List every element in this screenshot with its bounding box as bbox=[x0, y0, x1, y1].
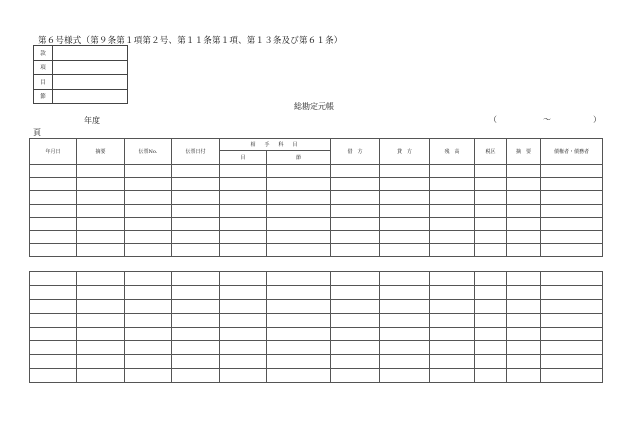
ledger-cell bbox=[507, 244, 541, 257]
ledger-cell bbox=[125, 299, 172, 313]
ledger-cell bbox=[475, 230, 507, 243]
ledger-cell bbox=[507, 313, 541, 327]
ledger-cell bbox=[475, 178, 507, 191]
ledger-cell bbox=[125, 285, 172, 299]
ledger-cell bbox=[430, 313, 475, 327]
ledger-cell bbox=[380, 178, 430, 191]
ledger-cell bbox=[125, 217, 172, 230]
ledger-cell bbox=[430, 204, 475, 217]
ledger-cell bbox=[30, 178, 77, 191]
ledger-cell bbox=[430, 272, 475, 286]
ledger-cell bbox=[172, 369, 220, 383]
ledger-cell bbox=[380, 244, 430, 257]
ledger-cell bbox=[380, 327, 430, 341]
ledger-cell bbox=[541, 341, 603, 355]
ledger-cell bbox=[77, 355, 125, 369]
ledger-table-top bbox=[29, 138, 603, 257]
ledger-cell bbox=[331, 313, 380, 327]
ledger-cell bbox=[267, 272, 331, 286]
ledger-cell bbox=[267, 244, 331, 257]
ledger-cell bbox=[172, 244, 220, 257]
ledger-cell bbox=[475, 327, 507, 341]
ledger-cell bbox=[507, 355, 541, 369]
ledger-cell bbox=[475, 272, 507, 286]
ledger-cell bbox=[220, 272, 267, 286]
col-header-notes: 摘 要 bbox=[507, 139, 541, 165]
ledger-cell bbox=[331, 217, 380, 230]
ledger-cell bbox=[541, 230, 603, 243]
col-header-balance: 残 高 bbox=[430, 139, 475, 165]
ledger-cell bbox=[220, 204, 267, 217]
ledger-cell bbox=[267, 285, 331, 299]
ledger-cell bbox=[125, 369, 172, 383]
ledger-cell bbox=[172, 204, 220, 217]
ledger-cell bbox=[77, 165, 125, 178]
ledger-cell bbox=[267, 230, 331, 243]
ledger-row bbox=[30, 285, 603, 299]
ledger-cell bbox=[267, 165, 331, 178]
ledger-cell bbox=[267, 217, 331, 230]
classification-row bbox=[34, 60, 128, 75]
ledger-cell bbox=[430, 217, 475, 230]
ledger-cell bbox=[541, 178, 603, 191]
ledger-cell bbox=[172, 217, 220, 230]
ledger-cell bbox=[507, 327, 541, 341]
ledger-cell bbox=[77, 204, 125, 217]
ledger-cell bbox=[77, 244, 125, 257]
classification-box bbox=[33, 45, 128, 104]
ledger-cell bbox=[507, 204, 541, 217]
ledger-cell bbox=[331, 178, 380, 191]
ledger-cell bbox=[172, 285, 220, 299]
classification-label: 節 bbox=[34, 89, 53, 104]
ledger-cell bbox=[430, 341, 475, 355]
ledger-row bbox=[30, 355, 603, 369]
ledger-cell bbox=[507, 178, 541, 191]
col-header-voucher-no: 伝票No. bbox=[125, 139, 172, 165]
ledger-cell bbox=[331, 369, 380, 383]
ledger-cell bbox=[220, 355, 267, 369]
ledger-cell bbox=[541, 204, 603, 217]
ledger-cell bbox=[172, 230, 220, 243]
ledger-cell bbox=[172, 272, 220, 286]
ledger-cell bbox=[125, 165, 172, 178]
ledger-cell bbox=[172, 299, 220, 313]
classification-row bbox=[34, 46, 128, 61]
ledger-cell bbox=[475, 355, 507, 369]
ledger-cell bbox=[125, 313, 172, 327]
page-label: 頁 bbox=[33, 128, 41, 137]
ledger-cell bbox=[331, 299, 380, 313]
ledger-row bbox=[30, 272, 603, 286]
ledger-cell bbox=[331, 285, 380, 299]
ledger-table-bottom bbox=[29, 271, 603, 383]
ledger-cell bbox=[507, 285, 541, 299]
col-header-summary: 摘要 bbox=[77, 139, 125, 165]
ledger-cell bbox=[507, 230, 541, 243]
col-header-credit: 貸 方 bbox=[380, 139, 430, 165]
classification-value bbox=[53, 75, 128, 90]
ledger-title: 総勘定元帳 bbox=[294, 102, 334, 111]
ledger-cell bbox=[541, 313, 603, 327]
ledger-cell bbox=[172, 355, 220, 369]
ledger-cell bbox=[507, 299, 541, 313]
ledger-cell bbox=[267, 178, 331, 191]
ledger-cell bbox=[77, 272, 125, 286]
col-header-counter-account: 相 手 科 目 bbox=[220, 139, 331, 151]
ledger-cell bbox=[380, 165, 430, 178]
ledger-cell bbox=[541, 165, 603, 178]
ledger-cell bbox=[541, 244, 603, 257]
ledger-row bbox=[30, 341, 603, 355]
ledger-cell bbox=[267, 299, 331, 313]
ledger-cell bbox=[30, 244, 77, 257]
ledger-cell bbox=[267, 327, 331, 341]
ledger-cell bbox=[125, 327, 172, 341]
ledger-cell bbox=[77, 341, 125, 355]
classification-value bbox=[53, 89, 128, 104]
ledger-cell bbox=[331, 341, 380, 355]
ledger-cell bbox=[331, 272, 380, 286]
ledger-cell bbox=[30, 285, 77, 299]
ledger-cell bbox=[430, 178, 475, 191]
ledger-cell bbox=[507, 217, 541, 230]
ledger-cell bbox=[541, 272, 603, 286]
col-header-party: 債権者・債務者 bbox=[541, 139, 603, 165]
ledger-cell bbox=[220, 299, 267, 313]
ledger-cell bbox=[125, 191, 172, 204]
ledger-row bbox=[30, 191, 603, 204]
ledger-cell bbox=[220, 230, 267, 243]
col-header-voucher-date: 伝票日付 bbox=[172, 139, 220, 165]
ledger-cell bbox=[30, 204, 77, 217]
ledger-cell bbox=[172, 313, 220, 327]
col-header-date: 年月日 bbox=[30, 139, 77, 165]
ledger-cell bbox=[77, 369, 125, 383]
ledger-cell bbox=[125, 244, 172, 257]
ledger-cell bbox=[77, 285, 125, 299]
ledger-cell bbox=[267, 341, 331, 355]
ledger-cell bbox=[30, 299, 77, 313]
ledger-cell bbox=[30, 313, 77, 327]
classification-label: 目 bbox=[34, 75, 53, 90]
ledger-cell bbox=[430, 327, 475, 341]
ledger-cell bbox=[430, 299, 475, 313]
ledger-cell bbox=[267, 369, 331, 383]
ledger-cell bbox=[220, 313, 267, 327]
ledger-cell bbox=[430, 355, 475, 369]
ledger-row bbox=[30, 204, 603, 217]
ledger-cell bbox=[331, 204, 380, 217]
ledger-cell bbox=[172, 341, 220, 355]
col-header-account-section: 節 bbox=[267, 151, 331, 165]
ledger-cell bbox=[77, 191, 125, 204]
ledger-cell bbox=[541, 285, 603, 299]
ledger-cell bbox=[380, 299, 430, 313]
ledger-cell bbox=[172, 165, 220, 178]
ledger-cell bbox=[475, 217, 507, 230]
ledger-cell bbox=[267, 355, 331, 369]
ledger-cell bbox=[172, 178, 220, 191]
ledger-cell bbox=[77, 299, 125, 313]
ledger-cell bbox=[380, 217, 430, 230]
ledger-cell bbox=[331, 191, 380, 204]
period-open-paren: （ bbox=[489, 115, 497, 124]
ledger-row bbox=[30, 299, 603, 313]
ledger-cell bbox=[380, 272, 430, 286]
ledger-cell bbox=[430, 244, 475, 257]
ledger-cell bbox=[380, 230, 430, 243]
ledger-cell bbox=[125, 230, 172, 243]
ledger-cell bbox=[220, 191, 267, 204]
ledger-cell bbox=[380, 204, 430, 217]
ledger-cell bbox=[475, 285, 507, 299]
ledger-cell bbox=[380, 313, 430, 327]
ledger-row bbox=[30, 369, 603, 383]
ledger-cell bbox=[507, 191, 541, 204]
ledger-cell bbox=[220, 217, 267, 230]
ledger-cell bbox=[430, 369, 475, 383]
ledger-cell bbox=[125, 178, 172, 191]
ledger-row bbox=[30, 230, 603, 243]
ledger-row bbox=[30, 165, 603, 178]
ledger-cell bbox=[475, 204, 507, 217]
ledger-cell bbox=[77, 217, 125, 230]
ledger-cell bbox=[331, 355, 380, 369]
form-title: 第６号様式（第９条第１項第２号、第１１条第１項、第１３条及び第６１条） bbox=[38, 36, 343, 46]
ledger-cell bbox=[331, 165, 380, 178]
classification-label: 項 bbox=[34, 60, 53, 75]
ledger-row bbox=[30, 327, 603, 341]
ledger-cell bbox=[380, 191, 430, 204]
ledger-cell bbox=[30, 355, 77, 369]
ledger-cell bbox=[475, 299, 507, 313]
ledger-cell bbox=[30, 272, 77, 286]
ledger-cell bbox=[220, 341, 267, 355]
ledger-cell bbox=[220, 165, 267, 178]
ledger-cell bbox=[77, 178, 125, 191]
ledger-cell bbox=[331, 244, 380, 257]
period-tilde: ～ bbox=[543, 115, 551, 124]
ledger-row bbox=[30, 178, 603, 191]
ledger-cell bbox=[541, 299, 603, 313]
ledger-cell bbox=[30, 191, 77, 204]
ledger-row bbox=[30, 313, 603, 327]
ledger-cell bbox=[267, 204, 331, 217]
col-header-debit: 借 方 bbox=[331, 139, 380, 165]
ledger-cell bbox=[541, 327, 603, 341]
ledger-cell bbox=[125, 204, 172, 217]
ledger-cell bbox=[430, 165, 475, 178]
ledger-cell bbox=[507, 272, 541, 286]
ledger-cell bbox=[267, 313, 331, 327]
ledger-cell bbox=[475, 191, 507, 204]
ledger-cell bbox=[475, 313, 507, 327]
ledger-cell bbox=[172, 191, 220, 204]
ledger-cell bbox=[380, 355, 430, 369]
ledger-cell bbox=[380, 285, 430, 299]
classification-value bbox=[53, 46, 128, 61]
ledger-cell bbox=[220, 244, 267, 257]
ledger-cell bbox=[30, 327, 77, 341]
ledger-cell bbox=[380, 341, 430, 355]
ledger-cell bbox=[125, 341, 172, 355]
ledger-cell bbox=[220, 178, 267, 191]
ledger-cell bbox=[475, 165, 507, 178]
ledger-cell bbox=[541, 191, 603, 204]
ledger-cell bbox=[430, 230, 475, 243]
ledger-row bbox=[30, 244, 603, 257]
ledger-cell bbox=[475, 369, 507, 383]
classification-row bbox=[34, 89, 128, 104]
classification-value bbox=[53, 60, 128, 75]
fiscal-year-label: 年度 bbox=[84, 116, 100, 125]
ledger-cell bbox=[30, 230, 77, 243]
ledger-cell bbox=[30, 341, 77, 355]
ledger-cell bbox=[77, 230, 125, 243]
ledger-cell bbox=[541, 355, 603, 369]
ledger-cell bbox=[507, 369, 541, 383]
ledger-cell bbox=[475, 244, 507, 257]
ledger-cell bbox=[507, 165, 541, 178]
ledger-cell bbox=[77, 313, 125, 327]
ledger-cell bbox=[77, 327, 125, 341]
ledger-cell bbox=[220, 285, 267, 299]
period-close-paren: ） bbox=[593, 115, 601, 124]
ledger-cell bbox=[541, 369, 603, 383]
classification-row bbox=[34, 75, 128, 90]
col-header-tax-class: 税区 bbox=[475, 139, 507, 165]
ledger-cell bbox=[125, 355, 172, 369]
ledger-cell bbox=[267, 191, 331, 204]
ledger-cell bbox=[331, 327, 380, 341]
ledger-cell bbox=[507, 341, 541, 355]
ledger-cell bbox=[331, 230, 380, 243]
ledger-cell bbox=[220, 369, 267, 383]
ledger-cell bbox=[30, 369, 77, 383]
classification-label: 款 bbox=[34, 46, 53, 61]
ledger-cell bbox=[430, 285, 475, 299]
ledger-cell bbox=[125, 272, 172, 286]
ledger-row bbox=[30, 217, 603, 230]
ledger-cell bbox=[30, 217, 77, 230]
ledger-cell bbox=[475, 341, 507, 355]
ledger-cell bbox=[220, 327, 267, 341]
ledger-cell bbox=[172, 327, 220, 341]
col-header-account-item: 目 bbox=[220, 151, 267, 165]
ledger-cell bbox=[30, 165, 77, 178]
ledger-cell bbox=[380, 369, 430, 383]
ledger-cell bbox=[430, 191, 475, 204]
ledger-cell bbox=[541, 217, 603, 230]
